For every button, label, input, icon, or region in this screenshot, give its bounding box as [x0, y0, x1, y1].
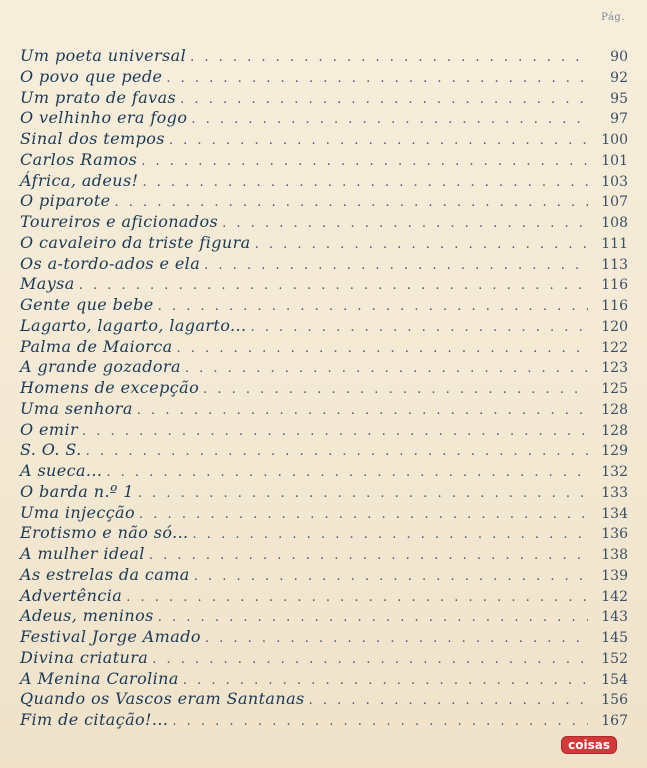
toc-entry-title: Carlos Ramos — [20, 149, 138, 169]
toc-entry — [20, 357, 628, 378]
dot-leader — [194, 567, 588, 588]
toc-entry-title: Festival Jorge Amado — [20, 627, 201, 646]
toc-entry — [20, 648, 628, 669]
toc-entry-title: O emir — [20, 419, 79, 439]
toc-entry — [20, 212, 628, 233]
toc-entry-page: 108 — [601, 215, 628, 231]
toc-entry — [20, 150, 628, 171]
toc-entry-title: A Menina Carolina — [20, 668, 179, 688]
toc-entry — [20, 46, 628, 67]
dot-leader — [86, 442, 588, 463]
toc-entry-title: Um poeta universal — [20, 46, 187, 65]
toc-entry — [20, 233, 628, 254]
toc-entry-page: 116 — [601, 298, 628, 314]
toc-entry-title: Um prato de favas — [20, 87, 177, 107]
toc-entry — [20, 544, 628, 565]
toc-entry-page: 154 — [601, 671, 628, 688]
toc-entry-page: 134 — [601, 505, 628, 522]
dot-leader — [142, 173, 588, 194]
toc-entry-page: 125 — [601, 381, 628, 397]
watermark-logo: coisas — [561, 736, 617, 754]
toc-entry-title: Os a-tordo-ados e ela — [20, 253, 201, 273]
dot-leader — [203, 380, 588, 401]
dot-leader — [126, 588, 588, 609]
toc-entry-title: O povo que pede — [20, 66, 163, 86]
toc-entry — [20, 669, 628, 690]
toc-entry-page: 128 — [601, 422, 628, 439]
toc-entry — [20, 378, 628, 399]
toc-entry-title: O barda n.º 1 — [20, 481, 134, 501]
toc-entry-title: Maysa — [20, 274, 75, 294]
dot-leader — [106, 463, 588, 484]
toc-entry-page: 97 — [610, 111, 628, 128]
toc-entry-page: 152 — [601, 650, 628, 667]
toc-entry — [20, 295, 628, 316]
toc-entry-page: 138 — [601, 547, 628, 563]
toc-entry — [20, 440, 628, 461]
toc-entry-page: 123 — [601, 360, 628, 377]
toc-entry-page: 90 — [610, 49, 628, 65]
toc-entry — [20, 274, 628, 295]
dot-leader — [183, 671, 588, 692]
toc-entry — [20, 606, 628, 627]
page-column-header: Pág. — [601, 12, 625, 23]
toc-entry-page: 156 — [601, 692, 628, 709]
toc-entry — [20, 254, 628, 275]
toc-entry-page: 167 — [601, 713, 628, 729]
toc-entry — [20, 523, 628, 544]
toc-entry — [20, 108, 628, 129]
toc-entry-title: O velhinho era fogo — [20, 108, 188, 128]
dot-leader — [166, 69, 588, 90]
toc-entry-title: Quando os Vascos eram Santanas — [20, 689, 305, 709]
toc-entry — [20, 316, 628, 337]
toc-entry-page: 142 — [601, 588, 628, 605]
toc-entry-title: A mulher ideal — [20, 544, 145, 563]
dot-leader — [185, 359, 588, 380]
toc-entry-page: 92 — [610, 69, 628, 86]
dot-leader — [309, 691, 588, 712]
dot-leader — [191, 110, 588, 131]
dot-leader — [152, 650, 588, 671]
toc-entry-page: 139 — [601, 567, 628, 584]
toc-entry-title: Toureiros e aficionados — [20, 212, 219, 231]
toc-entry-page: 107 — [601, 194, 628, 211]
toc-entry — [20, 565, 628, 586]
toc-entry-page: 122 — [601, 339, 628, 356]
toc-entry-title: S. O. S. — [20, 440, 82, 460]
dot-leader — [137, 401, 588, 422]
dot-leader — [82, 422, 588, 443]
toc-entry-page: 113 — [601, 256, 628, 273]
dot-leader — [255, 235, 588, 256]
toc-entry — [20, 67, 628, 88]
toc-entry-title: A grande gozadora — [20, 357, 181, 377]
dot-leader — [139, 505, 588, 526]
toc-entry-page: 111 — [601, 235, 628, 252]
toc-entry-title: Adeus, meninos — [20, 606, 154, 626]
toc-entry-page: 100 — [601, 132, 628, 148]
toc-entry-page: 95 — [610, 90, 628, 107]
dot-leader — [250, 318, 588, 339]
toc-entry-page: 120 — [601, 318, 628, 335]
toc-entry-title: Erotismo e não só... — [20, 523, 189, 543]
toc-entry-title: Divina criatura — [20, 647, 149, 667]
toc-entry-title: A sueca... — [20, 461, 103, 480]
toc-entry-page: 143 — [601, 609, 628, 626]
toc-entry-page: 116 — [601, 277, 628, 294]
toc-entry — [20, 171, 628, 192]
dot-leader — [115, 193, 588, 214]
toc-entry-title: Homens de excepção — [20, 378, 200, 397]
toc-entry-page: 132 — [601, 464, 628, 480]
toc-entry — [20, 461, 628, 482]
dot-leader — [177, 339, 588, 360]
toc-entry-page: 133 — [601, 484, 628, 501]
toc-entry-title: Lagarto, lagarto, lagarto... — [20, 315, 247, 335]
toc-entry — [20, 129, 628, 150]
dot-leader — [158, 297, 588, 318]
toc-entry-title: África, adeus! — [20, 170, 139, 190]
toc-entry-page: 103 — [601, 173, 628, 190]
toc-entry-title: O piparote — [20, 191, 111, 211]
toc-entry — [20, 88, 628, 109]
toc-entry-page: 145 — [601, 630, 628, 646]
toc-entry — [20, 627, 628, 648]
dot-leader — [205, 629, 588, 650]
dot-leader — [141, 152, 588, 173]
dot-leader — [169, 131, 588, 152]
toc-entry — [20, 191, 628, 212]
toc-entry — [20, 482, 628, 503]
dot-leader — [204, 256, 588, 277]
toc-entry — [20, 503, 628, 524]
dot-leader — [190, 48, 588, 69]
toc-entry-title: Fim de citação!... — [20, 710, 169, 729]
dot-leader — [158, 608, 588, 629]
toc-entry-page: 101 — [601, 152, 628, 169]
toc-entry — [20, 710, 628, 731]
table-of-contents — [20, 46, 628, 731]
toc-entry — [20, 689, 628, 710]
dot-leader — [149, 546, 588, 567]
toc-entry-title: O cavaleiro da triste figura — [20, 232, 251, 252]
toc-entry-title: Uma senhora — [20, 398, 133, 418]
toc-entry — [20, 586, 628, 607]
toc-entry-page: 128 — [601, 401, 628, 418]
toc-entry-title: As estrelas da cama — [20, 564, 190, 584]
toc-entry — [20, 337, 628, 358]
toc-entry — [20, 420, 628, 441]
dot-leader — [172, 712, 588, 733]
dot-leader — [79, 276, 588, 297]
toc-entry-title: Gente que bebe — [20, 295, 154, 314]
toc-entry — [20, 399, 628, 420]
dot-leader — [222, 214, 588, 235]
toc-entry-title: Advertência — [20, 585, 123, 605]
dot-leader — [180, 90, 588, 111]
toc-entry-title: Palma de Maiorca — [20, 336, 173, 356]
dot-leader — [138, 484, 588, 505]
toc-entry-page: 136 — [601, 526, 628, 543]
toc-entry-title: Sinal dos tempos — [20, 129, 165, 148]
toc-entry-page: 129 — [601, 443, 628, 460]
toc-entry-title: Uma injecção — [20, 502, 136, 522]
dot-leader — [193, 525, 588, 546]
